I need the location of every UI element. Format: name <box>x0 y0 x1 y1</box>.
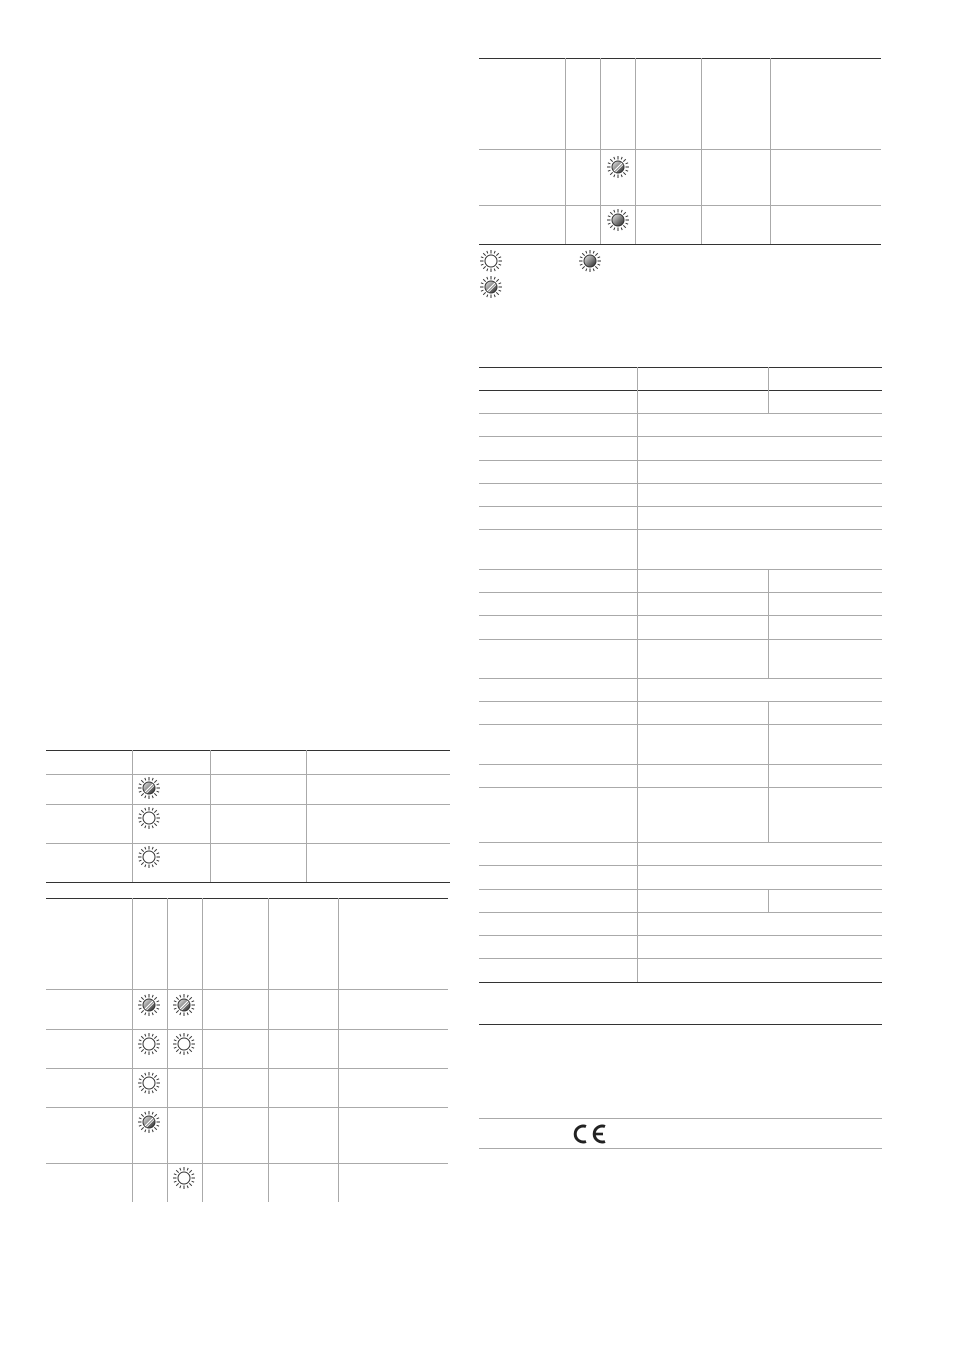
ce-mark-icon <box>571 1122 607 1146</box>
led-off-icon <box>137 845 161 869</box>
led-steady-icon <box>606 208 630 232</box>
led-off-icon <box>479 249 503 273</box>
led-flashing-icon <box>172 993 196 1017</box>
led-flashing-icon <box>479 275 503 299</box>
led-steady-icon <box>578 249 602 273</box>
led-flashing-icon <box>137 776 161 800</box>
led-off-icon <box>172 1032 196 1056</box>
led-off-icon <box>137 1032 161 1056</box>
led-off-icon <box>172 1166 196 1190</box>
led-flashing-icon <box>137 993 161 1017</box>
led-flashing-icon <box>606 155 630 179</box>
led-off-icon <box>137 1071 161 1095</box>
led-off-icon <box>137 806 161 830</box>
led-flashing-icon <box>137 1110 161 1134</box>
